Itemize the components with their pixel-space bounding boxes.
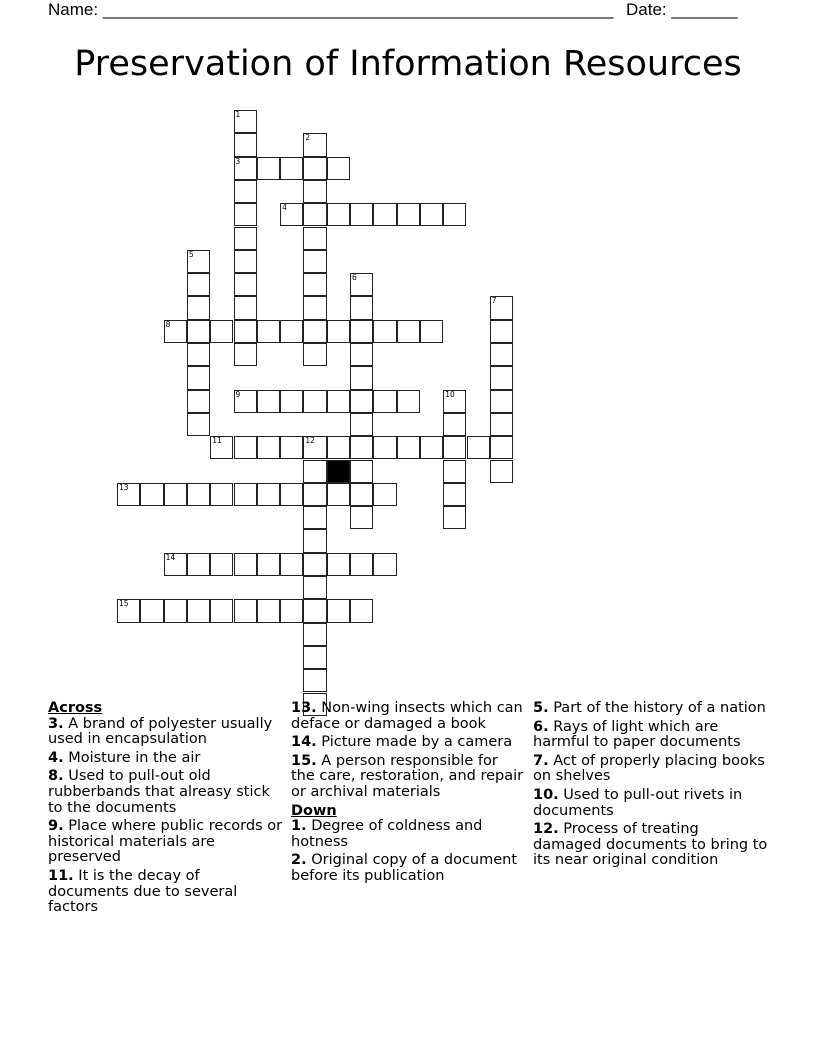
- grid-cell[interactable]: [303, 483, 326, 506]
- grid-cell[interactable]: [280, 599, 303, 622]
- grid-cell[interactable]: [257, 390, 280, 413]
- across-heading: Across: [48, 700, 103, 716]
- grid-cell[interactable]: [420, 320, 443, 343]
- grid-cell[interactable]: [443, 483, 466, 506]
- clue-number: 5.: [533, 700, 549, 716]
- grid-cell[interactable]: [303, 203, 326, 226]
- grid-cell[interactable]: [397, 320, 420, 343]
- cell-number: 15: [119, 599, 129, 609]
- grid-cell[interactable]: [280, 203, 303, 226]
- grid-cell[interactable]: [327, 483, 350, 506]
- grid-cell[interactable]: [373, 320, 396, 343]
- grid-cell[interactable]: [187, 250, 210, 273]
- grid-cell[interactable]: [443, 390, 466, 413]
- grid-cell[interactable]: [303, 646, 326, 669]
- clue-number: 2.: [291, 852, 307, 869]
- grid-cell[interactable]: [350, 366, 373, 389]
- grid-cell[interactable]: [443, 436, 466, 459]
- clue-number: 3.: [48, 715, 64, 732]
- grid-cell[interactable]: [210, 553, 233, 576]
- grid-cell[interactable]: [164, 320, 187, 343]
- clue: [48, 751, 283, 767]
- name-field[interactable]: Name: ______________________________________________________: [48, 0, 614, 19]
- cell-number: 3: [235, 156, 241, 166]
- grid-cell[interactable]: [303, 273, 326, 296]
- grid-cell[interactable]: [303, 390, 326, 413]
- grid-cell[interactable]: [350, 390, 373, 413]
- grid-cell[interactable]: [234, 157, 257, 180]
- date-field[interactable]: Date: _______: [626, 0, 738, 19]
- grid-cell[interactable]: [303, 576, 326, 599]
- grid-cell[interactable]: [303, 529, 326, 552]
- grid-cell[interactable]: [350, 296, 373, 319]
- grid-cell[interactable]: [210, 320, 233, 343]
- grid-cell[interactable]: [234, 250, 257, 273]
- grid-cell[interactable]: [303, 460, 326, 483]
- clue: [48, 869, 283, 916]
- cell-number: 10: [445, 389, 455, 399]
- grid-cell[interactable]: [350, 460, 373, 483]
- grid-cell[interactable]: [280, 390, 303, 413]
- clue-number: 4.: [48, 749, 64, 766]
- grid-cell[interactable]: [350, 506, 373, 529]
- clue: [533, 822, 768, 869]
- clue-number: 9.: [48, 818, 64, 835]
- grid-cell[interactable]: [257, 553, 280, 576]
- grid-cell[interactable]: [327, 157, 350, 180]
- grid-cell[interactable]: [234, 436, 257, 459]
- grid-cell[interactable]: [490, 320, 513, 343]
- grid-cell[interactable]: [303, 506, 326, 529]
- clue-text: Non-wing insects which can deface or damaged a book: [291, 700, 523, 732]
- grid-cell[interactable]: [420, 203, 443, 226]
- clue-number: 1.: [291, 818, 307, 835]
- grid-cell[interactable]: [467, 436, 490, 459]
- clue-text: Process of treating damaged documents to bring to its near original condition: [533, 821, 768, 869]
- grid-cell[interactable]: [257, 436, 280, 459]
- grid-cell[interactable]: [234, 203, 257, 226]
- grid-cell[interactable]: [373, 483, 396, 506]
- clue: [533, 754, 768, 785]
- grid-cell[interactable]: [350, 343, 373, 366]
- grid-cell[interactable]: [490, 436, 513, 459]
- grid-cell[interactable]: [373, 553, 396, 576]
- grid-cell[interactable]: [303, 296, 326, 319]
- grid-cell[interactable]: [234, 110, 257, 133]
- cell-number: 7: [491, 296, 497, 306]
- grid-cell[interactable]: [350, 483, 373, 506]
- grid-cell[interactable]: [187, 413, 210, 436]
- grid-cell[interactable]: [117, 483, 140, 506]
- grid-cell[interactable]: [140, 483, 163, 506]
- cell-number: 8: [165, 319, 171, 329]
- clue: [533, 788, 768, 819]
- grid-cell[interactable]: [280, 483, 303, 506]
- clue-number: 13.: [291, 700, 317, 716]
- clue-text: Place where public records or historical materials are preserved: [48, 818, 283, 866]
- clue: [48, 717, 283, 748]
- cell-number: 1: [235, 110, 241, 119]
- cell-number: 9: [235, 389, 241, 399]
- clues-column-2: [291, 701, 526, 888]
- grid-cell[interactable]: [490, 413, 513, 436]
- grid-cell[interactable]: [234, 180, 257, 203]
- grid-cell[interactable]: [257, 157, 280, 180]
- clue: [291, 754, 526, 801]
- clues-column-1: [48, 701, 283, 919]
- grid-cell[interactable]: [373, 390, 396, 413]
- clue-text: Used to pull-out rivets in documents: [533, 786, 743, 819]
- grid-cell[interactable]: [117, 599, 140, 622]
- grid-cell[interactable]: [187, 553, 210, 576]
- grid-cell[interactable]: [140, 599, 163, 622]
- clue-text: A person responsible for the care, restoration, and repair or archival materials: [291, 752, 524, 800]
- grid-cell[interactable]: [443, 506, 466, 529]
- grid-cell[interactable]: [303, 669, 326, 692]
- grid-cell[interactable]: [490, 460, 513, 483]
- grid-cell[interactable]: [234, 133, 257, 156]
- grid-cell[interactable]: [187, 343, 210, 366]
- grid-cell[interactable]: [187, 390, 210, 413]
- clue: [291, 701, 526, 732]
- clue-text: Act of properly placing books on shelves: [533, 752, 765, 785]
- black-cell: [327, 460, 350, 483]
- grid-cell[interactable]: [327, 553, 350, 576]
- grid-cell[interactable]: [350, 413, 373, 436]
- cell-number: 6: [352, 273, 357, 283]
- clue-number: 11.: [48, 867, 74, 884]
- grid-cell[interactable]: [210, 436, 233, 459]
- grid-cell[interactable]: [350, 599, 373, 622]
- clue-text: Original copy of a document before its publication: [291, 852, 518, 884]
- grid-cell[interactable]: [490, 343, 513, 366]
- grid-cell[interactable]: [327, 320, 350, 343]
- grid-cell[interactable]: [373, 203, 396, 226]
- grid-cell[interactable]: [397, 203, 420, 226]
- clue-number: 6.: [533, 718, 549, 735]
- grid-cell[interactable]: [164, 553, 187, 576]
- clue-text: Rays of light which are harmful to paper documents: [533, 718, 741, 751]
- clue: [291, 853, 526, 884]
- grid-cell[interactable]: [303, 180, 326, 203]
- grid-cell[interactable]: [303, 436, 326, 459]
- grid-cell[interactable]: [490, 390, 513, 413]
- clue: [291, 735, 526, 751]
- clue-number: 14.: [291, 734, 317, 751]
- grid-cell[interactable]: [327, 599, 350, 622]
- grid-cell[interactable]: [373, 436, 396, 459]
- clues-column-3: [533, 701, 768, 872]
- clue: [533, 701, 768, 717]
- clue-text: It is the decay of documents due to several factors: [48, 867, 238, 916]
- cell-number: 11: [212, 436, 222, 446]
- grid-cell[interactable]: [350, 436, 373, 459]
- grid-cell[interactable]: [327, 203, 350, 226]
- grid-cell[interactable]: [303, 157, 326, 180]
- clue-text: Used to pull-out old rubberbands that alreasy stick to the documents: [48, 768, 270, 816]
- page-title: Preservation of Information Resources: [74, 44, 742, 84]
- grid-cell[interactable]: [234, 343, 257, 366]
- grid-cell[interactable]: [234, 296, 257, 319]
- grid-cell[interactable]: [280, 320, 303, 343]
- grid-cell[interactable]: [327, 390, 350, 413]
- grid-cell[interactable]: [210, 599, 233, 622]
- grid-cell[interactable]: [350, 553, 373, 576]
- grid-cell[interactable]: [187, 273, 210, 296]
- clue-text: Picture made by a camera: [321, 734, 513, 751]
- grid-cell[interactable]: [303, 133, 326, 156]
- grid-cell[interactable]: [164, 599, 187, 622]
- grid-cell[interactable]: [187, 320, 210, 343]
- cell-number: 13: [119, 482, 129, 492]
- clue-text: A brand of polyester usually used in encapsulation: [48, 715, 273, 748]
- grid-cell[interactable]: [420, 436, 443, 459]
- cell-number: 4: [282, 203, 287, 213]
- cell-number: 14: [165, 552, 176, 562]
- grid-cell[interactable]: [234, 320, 257, 343]
- grid-cell[interactable]: [443, 460, 466, 483]
- clue-text: Moisture in the air: [68, 749, 201, 766]
- clue-number: 12.: [533, 821, 559, 838]
- grid-cell[interactable]: [234, 483, 257, 506]
- cell-number: 2: [305, 133, 311, 143]
- grid-cell[interactable]: [257, 483, 280, 506]
- grid-cell[interactable]: [187, 366, 210, 389]
- grid-cell[interactable]: [303, 250, 326, 273]
- grid-cell[interactable]: [234, 599, 257, 622]
- grid-cell[interactable]: [187, 483, 210, 506]
- grid-cell[interactable]: [303, 320, 326, 343]
- grid-cell[interactable]: [350, 203, 373, 226]
- grid-cell[interactable]: [257, 599, 280, 622]
- clue: [533, 720, 768, 751]
- grid-cell[interactable]: [303, 227, 326, 250]
- grid-cell[interactable]: [443, 413, 466, 436]
- clue-text: Degree of coldness and hotness: [291, 818, 483, 850]
- down-heading: Down: [291, 802, 337, 819]
- clue-number: 8.: [48, 768, 64, 785]
- grid-cell[interactable]: [164, 483, 187, 506]
- grid-cell[interactable]: [210, 483, 233, 506]
- grid-cell[interactable]: [303, 599, 326, 622]
- grid-cell[interactable]: [234, 227, 257, 250]
- grid-cell[interactable]: [234, 273, 257, 296]
- grid-cell[interactable]: [187, 599, 210, 622]
- grid-cell[interactable]: [397, 436, 420, 459]
- grid-cell[interactable]: [490, 366, 513, 389]
- clue: [48, 769, 283, 816]
- clue-number: 7.: [533, 752, 549, 769]
- clue-number: 15.: [291, 752, 317, 769]
- grid-cell[interactable]: [397, 390, 420, 413]
- clue-number: 10.: [533, 786, 559, 803]
- grid-cell[interactable]: [327, 436, 350, 459]
- cell-number: 5: [188, 249, 194, 259]
- grid-cell[interactable]: [234, 390, 257, 413]
- grid-cell[interactable]: [490, 296, 513, 319]
- grid-cell[interactable]: [303, 343, 326, 366]
- grid-cell[interactable]: [303, 623, 326, 646]
- grid-cell[interactable]: [350, 320, 373, 343]
- clue: [48, 819, 283, 866]
- grid-cell[interactable]: [234, 553, 257, 576]
- grid-cell[interactable]: [280, 553, 303, 576]
- grid-cell[interactable]: [443, 203, 466, 226]
- grid-cell[interactable]: [350, 273, 373, 296]
- cell-number: 12: [305, 436, 315, 446]
- clue-text: Part of the history of a nation: [553, 700, 766, 716]
- grid-cell[interactable]: [303, 553, 326, 576]
- grid-cell[interactable]: [187, 296, 210, 319]
- grid-cell[interactable]: [280, 157, 303, 180]
- grid-cell[interactable]: [257, 320, 280, 343]
- grid-cell[interactable]: [280, 436, 303, 459]
- clue: [291, 819, 526, 850]
